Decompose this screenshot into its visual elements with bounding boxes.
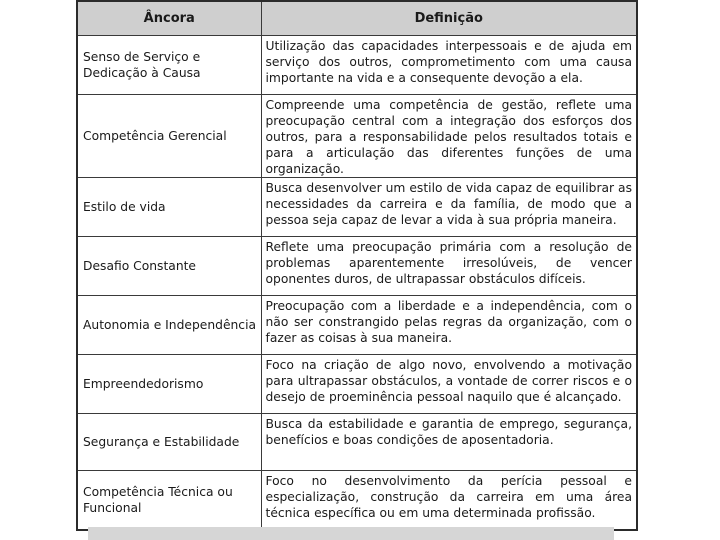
definition-cell: Compreende uma competência de gestão, reflete uma preocupação central com a integração dos esforços dos outros, para a responsabilidade pelos resultados totais e para a articulação das diferentes funções de uma organização. [261, 95, 637, 178]
definition-cell: Foco no desenvolvimento da perícia pessoal e especialização, construção da carreira em uma área técnica específica ou em uma determinada profissão. [261, 471, 637, 530]
table-row [77, 414, 637, 471]
definition-cell: Preocupação com a liberdade e a independência, com o não ser constrangido pelas regras da organização, com o fazer as coisas à sua maneira. [261, 296, 637, 355]
header-definition: Definição [261, 1, 637, 36]
anchor-cell: Empreendedorismo [77, 355, 261, 414]
anchor-cell: Autonomia e Independência [77, 296, 261, 355]
definition-cell: Foco na criação de algo novo, envolvendo a motivação para ultrapassar obstáculos, a vontade de correr riscos e o desejo de proeminência pessoal naquilo que é alcançado. [261, 355, 637, 414]
definition-cell: Busca desenvolver um estilo de vida capaz de equilibrar as necessidades da carreira e da família, de modo que a pessoa seja capaz de levar a vida à sua própria maneira. [261, 178, 637, 237]
career-anchors-table [76, 0, 638, 531]
table-row [77, 36, 637, 95]
anchor-cell: Segurança e Estabilidade [77, 414, 261, 471]
table-row [77, 95, 637, 178]
anchor-cell: Senso de Serviço e Dedicação à Causa [77, 36, 261, 95]
anchor-cell: Estilo de vida [77, 178, 261, 237]
definition-cell: Reflete uma preocupação primária com a resolução de problemas aparentemente irresolúveis, de vencer oponentes duros, de ultrapassar obstáculos difíceis. [261, 237, 637, 296]
bottom-gray-bar [88, 527, 614, 540]
definition-cell: Utilização das capacidades interpessoais e de ajuda em serviço dos outros, comprometimento com uma causa importante na vida e a consequente devoção a ela. [261, 36, 637, 95]
table-row [77, 296, 637, 355]
table-row [77, 471, 637, 530]
definition-cell: Busca da estabilidade e garantia de emprego, segurança, benefícios e boas condições de aposentadoria. [261, 414, 637, 471]
table-row [77, 237, 637, 296]
header-anchor: Âncora [77, 1, 261, 36]
table-row [77, 178, 637, 237]
table-row [77, 355, 637, 414]
anchor-cell: Competência Técnica ou Funcional [77, 471, 261, 530]
anchor-cell: Desafio Constante [77, 237, 261, 296]
table-header-row [77, 1, 637, 36]
anchor-cell: Competência Gerencial [77, 95, 261, 178]
